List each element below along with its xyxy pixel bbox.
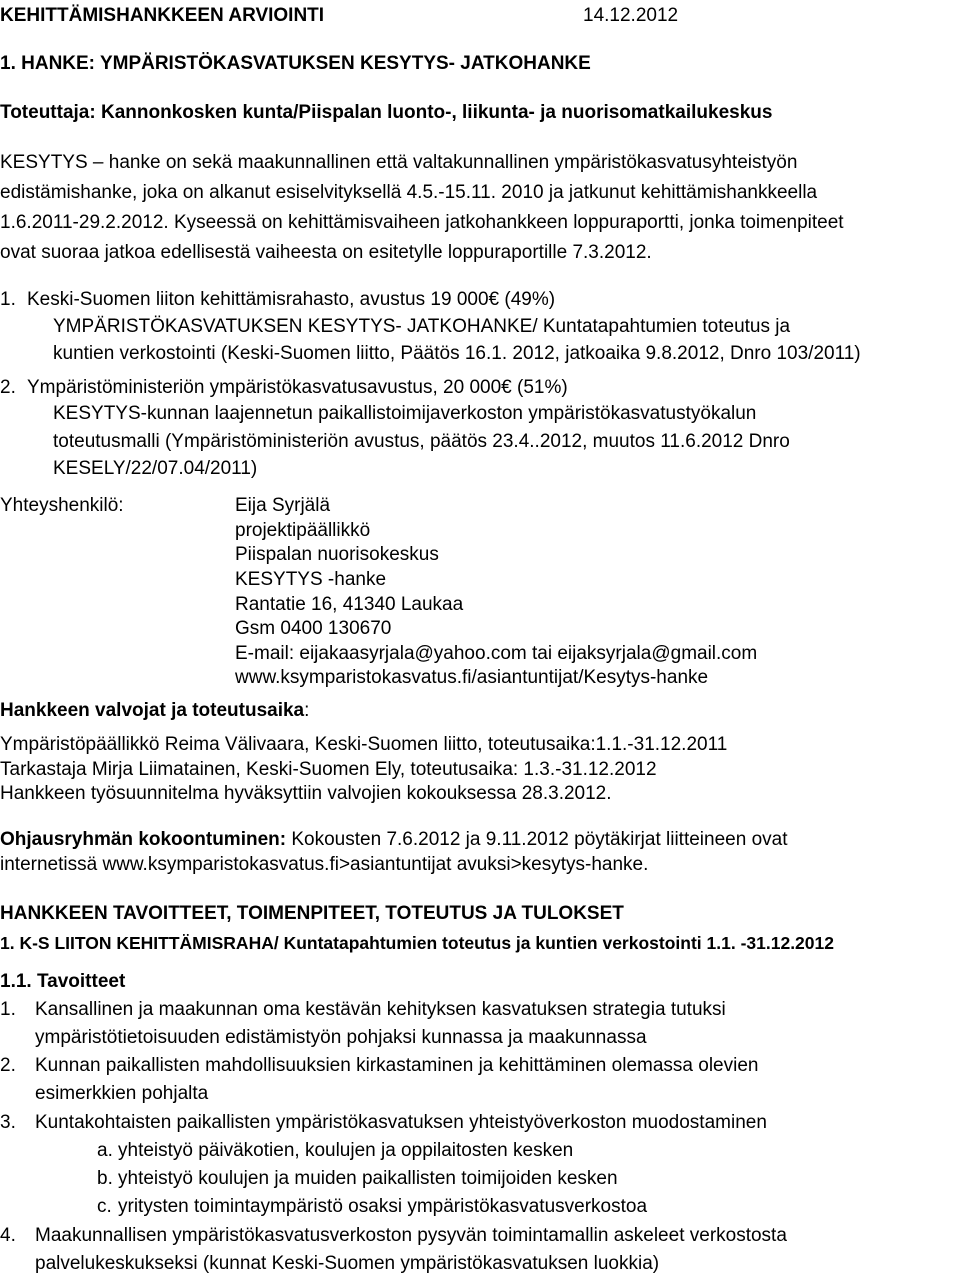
subgoal-text: yhteistyö päiväkotien, koulujen ja oppilaitosten kesken bbox=[118, 1140, 574, 1161]
contact-label: Yhteyshenkilö: bbox=[0, 495, 124, 516]
goal-line: esimerkkien pohjalta bbox=[35, 1083, 209, 1104]
document-date: 14.12.2012 bbox=[583, 5, 679, 26]
steering-line bbox=[0, 830, 787, 849]
funding-line: kuntien verkostointi (Keski-Suomen liitto, Päätös 16.1. 2012, jatkoaika 9.8.2012, Dnro 103/2011) bbox=[53, 343, 861, 364]
goal-line: Maakunnallisen ympäristökasvatusverkoston pysyvän toimintamallin askeleet verkostosta bbox=[35, 1225, 787, 1246]
intro-line: KESYTYS – hanke on sekä maakunnallinen että valtakunnallinen ympäristökasvatusyhteistyön bbox=[0, 152, 798, 173]
document-title: KEHITTÄMISHANKKEEN ARVIOINTI bbox=[0, 5, 325, 26]
supervisor-line: Hankkeen työsuunnitelma hyväksyttiin valvojien kokouksessa 28.3.2012. bbox=[0, 783, 612, 804]
contact-name: Eija Syrjälä bbox=[235, 495, 331, 516]
contact-organization: Piispalan nuorisokeskus bbox=[235, 544, 439, 565]
subgoal-text: yhteistyö koulujen ja muiden paikallisten toimijoiden kesken bbox=[118, 1168, 618, 1189]
goal-line: Kunnan paikallisten mahdollisuuksien kirkastaminen ja kehittäminen olemassa olevien bbox=[35, 1055, 759, 1076]
goal-line: palvelukeskukseksi (kunnat Keski-Suomen ympäristökasvatuksen luokkia) bbox=[35, 1253, 660, 1274]
goal-line: ympäristötietoisuuden edistämistyön pohjaksi kunnassa ja maakunnassa bbox=[35, 1027, 647, 1048]
goal-number: 3. bbox=[0, 1112, 16, 1133]
goals-section-subheading: 1. K-S LIITON KEHITTÄMISRAHA/ Kuntatapahtumien toteutus ja kuntien verkostointi 1.1. -31.12.2012 bbox=[0, 933, 834, 953]
goal-number: 1. bbox=[0, 999, 16, 1020]
steering-line: internetissä www.ksymparistokasvatus.fi>asiantuntijat avuksi>kesytys-hanke. bbox=[0, 854, 649, 875]
supervisors-heading-colon: : bbox=[304, 700, 310, 721]
funding-number: 1. bbox=[0, 289, 16, 310]
supervisors-heading bbox=[0, 701, 309, 720]
steering-text: Kokousten 7.6.2012 ja 9.11.2012 pöytäkirjat liitteineen ovat bbox=[286, 829, 788, 850]
funding-number: 2. bbox=[0, 377, 16, 398]
contact-phone: Gsm 0400 130670 bbox=[235, 618, 392, 639]
funding-line: Ympäristöministeriön ympäristökasvatusavustus, 20 000€ (51%) bbox=[27, 377, 568, 398]
project-heading: 1. HANKE: YMPÄRISTÖKASVATUKSEN KESYTYS- JATKOHANKE bbox=[0, 53, 591, 74]
intro-line: edistämishanke, joka on alkanut esiselvityksellä 4.5.-15.11. 2010 ja jatkunut kehittämishankkeella bbox=[0, 182, 818, 203]
contact-address: Rantatie 16, 41340 Laukaa bbox=[235, 594, 464, 615]
goals-section-heading: HANKKEEN TAVOITTEET, TOIMENPITEET, TOTEUTUS JA TULOKSET bbox=[0, 903, 624, 924]
goal-line: Kansallinen ja maakunnan oma kestävän kehityksen kasvatuksen strategia tutuksi bbox=[35, 999, 726, 1020]
contact-project: KESYTYS -hanke bbox=[235, 569, 387, 590]
subgoal-text: yritysten toimintaympäristö osaksi ympäristökasvatusverkostoa bbox=[118, 1196, 648, 1217]
contact-title: projektipäällikkö bbox=[235, 520, 371, 541]
steering-label: Ohjausryhmän kokoontuminen: bbox=[0, 829, 287, 850]
goal-number: 2. bbox=[0, 1055, 16, 1076]
funding-line: YMPÄRISTÖKASVATUKSEN KESYTYS- JATKOHANKE/ Kuntatapahtumien toteutus ja bbox=[53, 316, 791, 337]
supervisor-line: Ympäristöpäällikkö Reima Välivaara, Keski-Suomen liitto, toteutusaika:1.1.-31.12.2011 bbox=[0, 734, 728, 755]
intro-line: ovat suoraa jatkoa edellisestä vaiheesta on esitetylle loppuraportille 7.3.2012. bbox=[0, 242, 652, 263]
subgoal-letter: c. bbox=[97, 1196, 112, 1217]
funding-line: Keski-Suomen liiton kehittämisrahasto, avustus 19 000€ (49%) bbox=[27, 289, 556, 310]
contact-email: E-mail: eijakaasyrjala@yahoo.com tai eijaksyrjala@gmail.com bbox=[235, 643, 758, 664]
project-implementer: Toteuttaja: Kannonkosken kunta/Piispalan luonto-, liikunta- ja nuorisomatkailukeskus bbox=[0, 102, 773, 123]
intro-line: 1.6.2011-29.2.2012. Kyseessä on kehittämisvaiheen jatkohankkeen loppuraportti, jonka toimenpiteet bbox=[0, 212, 844, 233]
contact-website: www.ksymparistokasvatus.fi/asiantuntijat/Kesytys-hanke bbox=[235, 667, 709, 688]
supervisors-heading-text: Hankkeen valvojat ja toteutusaika bbox=[0, 700, 305, 721]
subgoal-letter: b. bbox=[97, 1168, 113, 1189]
subgoal-letter: a. bbox=[97, 1140, 113, 1161]
funding-line: toteutusmalli (Ympäristöministeriön avustus, päätös 23.4..2012, muutos 11.6.2012 Dnro bbox=[53, 431, 790, 452]
funding-line: KESELY/22/07.04/2011) bbox=[53, 458, 258, 479]
goal-number: 4. bbox=[0, 1225, 16, 1246]
goal-line: Kuntakohtaisten paikallisten ympäristökasvatuksen yhteistyöverkoston muodostaminen bbox=[35, 1112, 767, 1133]
funding-line: KESYTYS-kunnan laajennetun paikallistoimijaverkoston ympäristökasvatustyökalun bbox=[53, 403, 757, 424]
supervisor-line: Tarkastaja Mirja Liimatainen, Keski-Suomen Ely, toteutusaika: 1.3.-31.12.2012 bbox=[0, 759, 657, 780]
goals-heading: 1.1. Tavoitteet bbox=[0, 971, 126, 992]
